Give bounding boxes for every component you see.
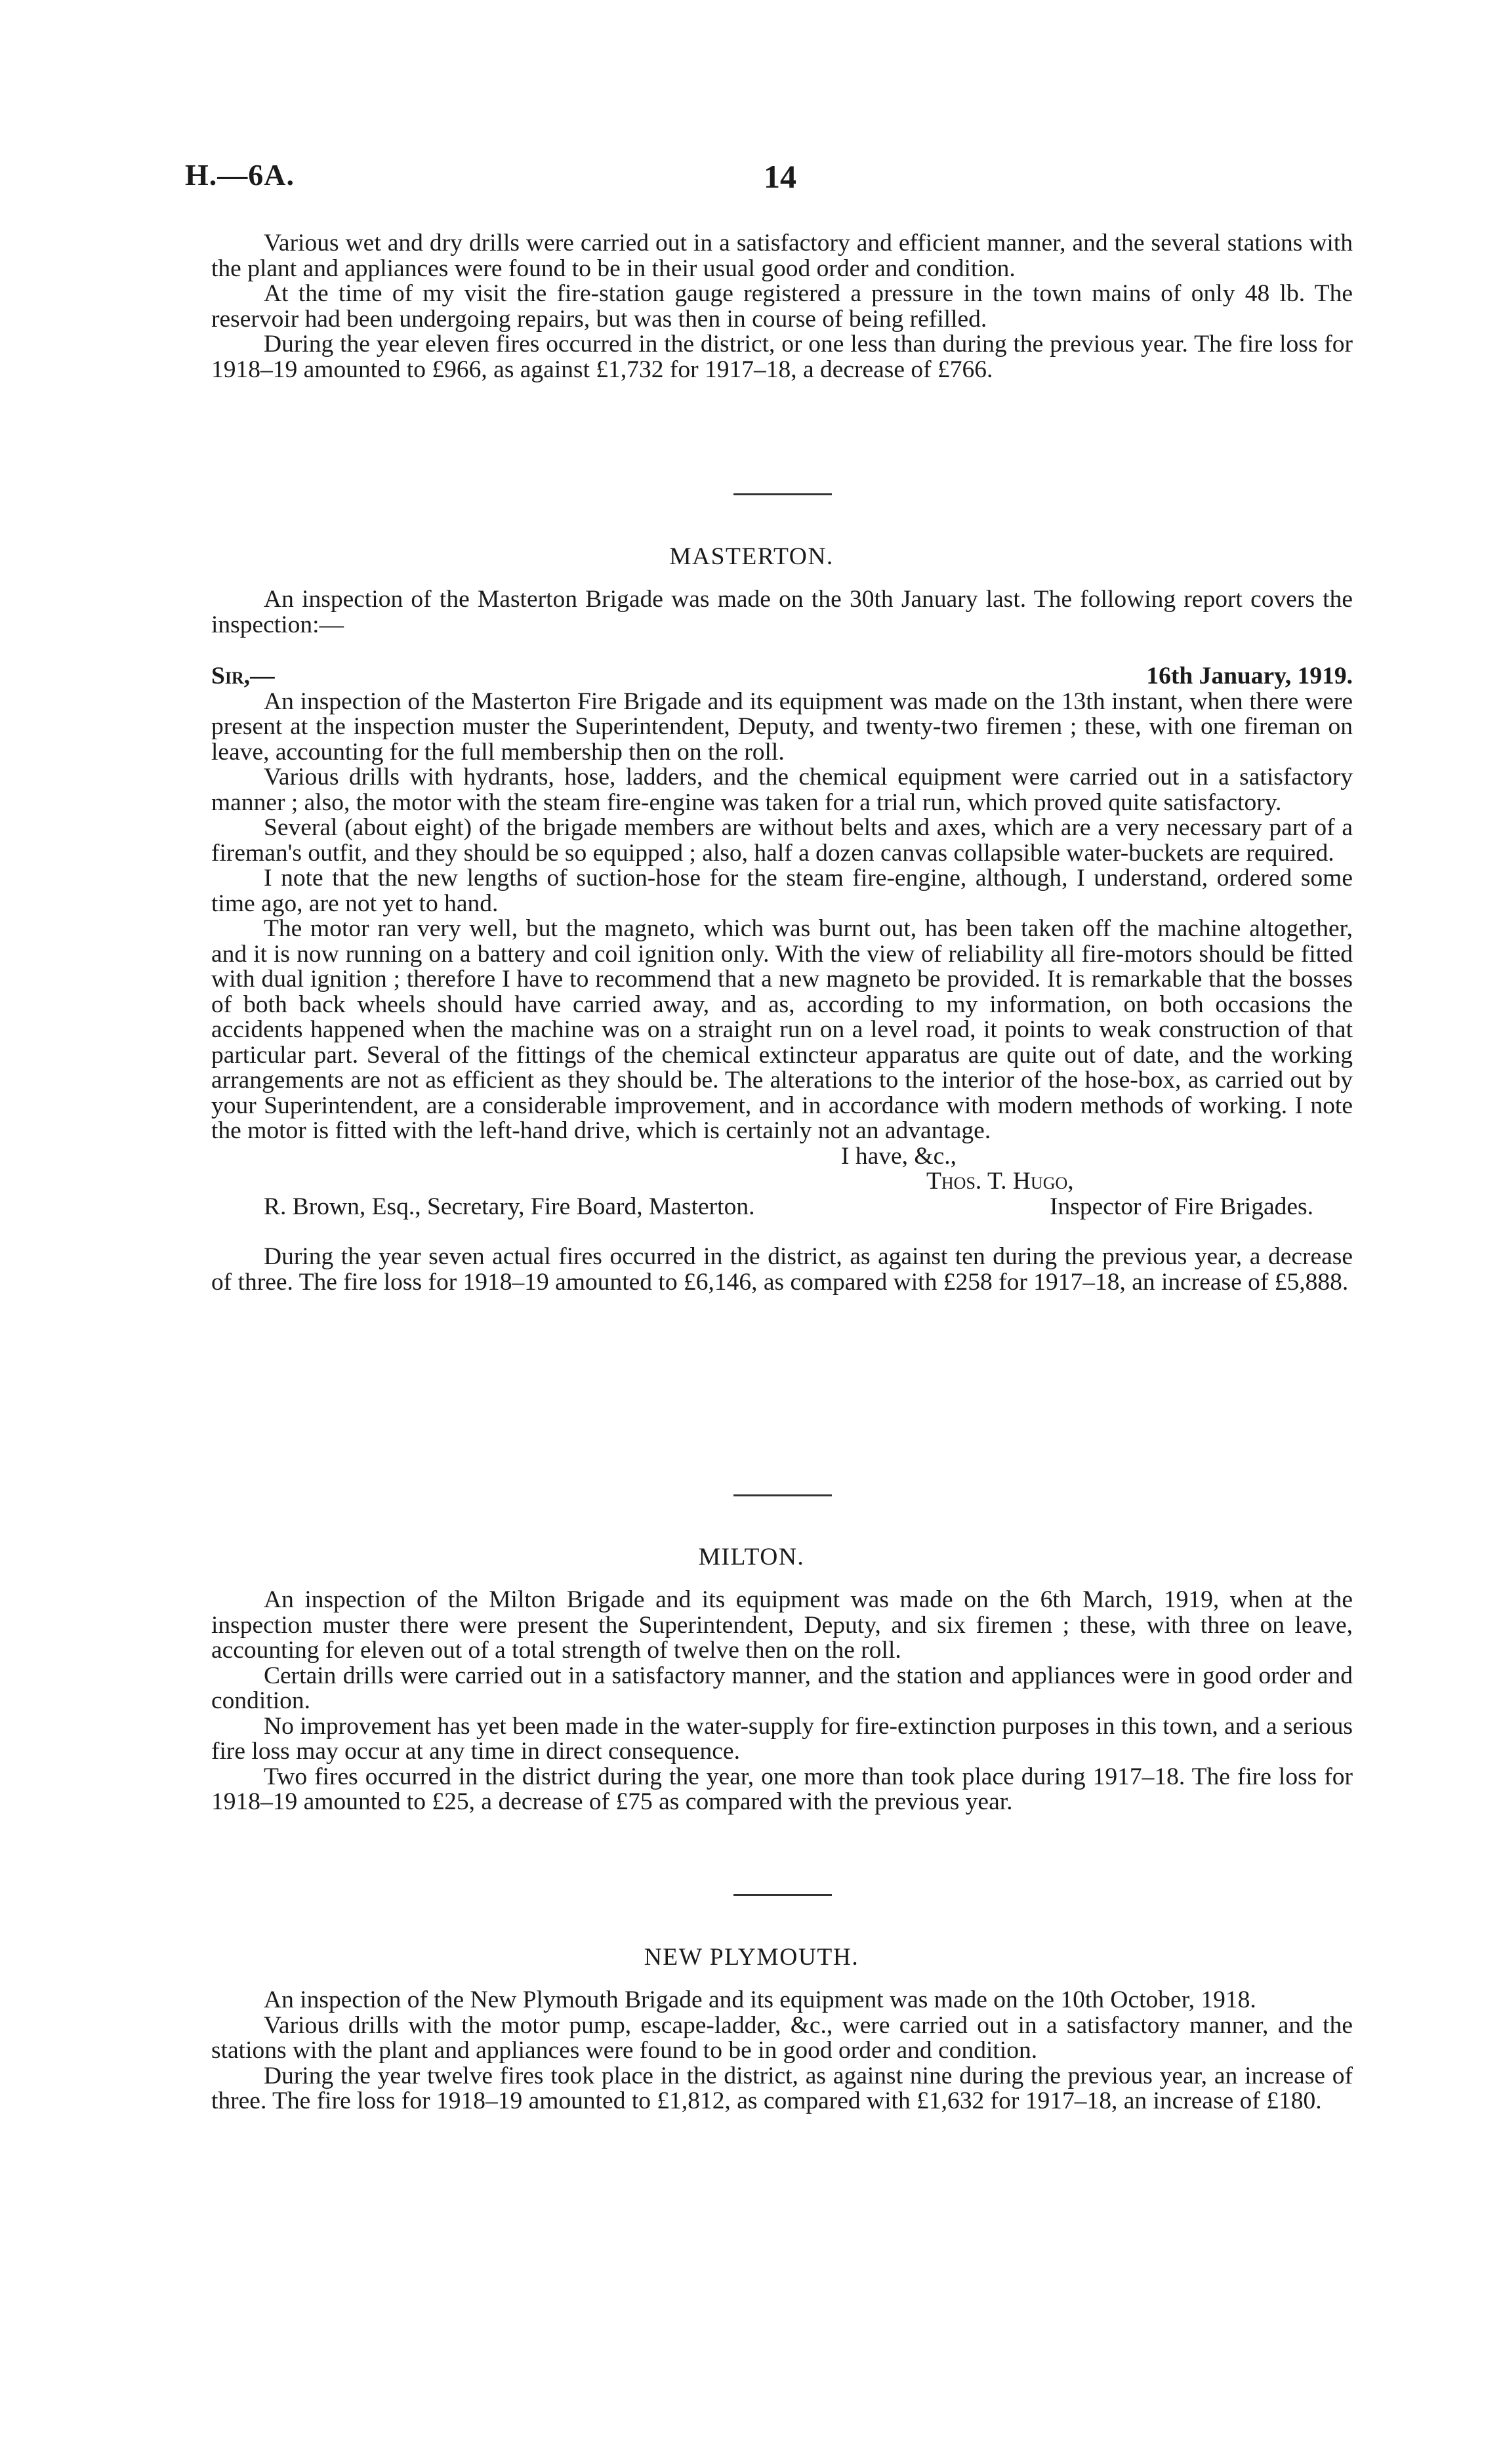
paragraph: Several (about eight) of the brigade members are without belts and axes, which are a very necessary part of a fireman's outfit, and they should be so equipped ; also, half a dozen canvas collapsible water-buckets are required. xyxy=(211,814,1353,867)
paragraph: Certain drills were carried out in a satisfactory manner, and the station and appliances were in good order and condition. xyxy=(211,1662,1353,1714)
paragraph: Various drills with hydrants, hose, ladders, and the chemical equipment were carried out in a satisfactory manner ; also, the motor with the steam fire-engine was taken for a trial run, which proved quite satisfactory. xyxy=(211,764,1353,816)
paragraph: An inspection of the Milton Brigade and its equipment was made on the 6th March, 1919, when at the inspection muster there were present the Superintendent, Deputy, and six firemen ; these, with three on leave, accounting for eleven out of a total strength of twelve then on the roll. xyxy=(211,1586,1353,1664)
paragraph: The motor ran very well, but the magneto, which was burnt out, has been taken off the machine altogether, and it is now running on a battery and coil ignition only. With the view of reliability all fire-motors should be fitted with dual ignition ; therefore I have to recommend that a new magneto be provided. It is remarkable that the bosses of both back wheels should have carried away, and as, according to my information, on both occasions the accidents happened when the machine was on a straight run on a level road, it points to weak construction of that particular part. Several of the fittings of the chemical extincteur apparatus are quite out of date, and the working arrangements are not as efficient as they should be. The alterations to the interior of the hose-box, as carried out by your Superintendent, are a considerable improvement, and in accordance with modern methods of working. I note the motor is fitted with the left-hand drive, which is certainly not an advantage. xyxy=(211,915,1353,1144)
page-number: 14 xyxy=(764,158,796,195)
section-divider xyxy=(733,493,832,495)
addressee: R. Brown, Esq., Secretary, Fire Board, Masterton. xyxy=(264,1193,755,1220)
closing: I have, &c., xyxy=(841,1142,957,1170)
paragraph: Various wet and dry drills were carried out in a satisfactory and efficient manner, and the several stations with the plant and appliances were found to be in their usual good order and condition. xyxy=(211,230,1353,282)
masterton-section xyxy=(211,587,1353,1295)
paragraph: At the time of my visit the fire-station gauge registered a pressure in the town mains of only 48 lb. The reservoir had been undergoing repairs, but was then in course of being refilled. xyxy=(211,280,1353,333)
paragraph: Various drills with the motor pump, escape-ladder, &c., were carried out in a satisfactory manner, and the stations with the plant and appliances were found to be in good order and condition. xyxy=(211,2011,1353,2064)
paragraph: An inspection of the New Plymouth Brigade and its equipment was made on the 10th October, 1918. xyxy=(264,1986,1256,2013)
letter-header xyxy=(211,664,1353,689)
salutation: Sir,— xyxy=(211,663,275,689)
section-divider xyxy=(733,1494,832,1496)
paragraph: During the year eleven fires occurred in the district, or one less than during the previous year. The fire loss for 1918–19 amounted to £966, as against £1,732 for 1917–18, a decrease of £766. xyxy=(211,331,1353,383)
paragraph: I note that the new lengths of suction-hose for the steam fire-engine, although, I understand, ordered some time ago, are not yet to hand. xyxy=(211,865,1353,917)
intro-section xyxy=(211,231,1353,382)
signature-row xyxy=(211,1195,1353,1220)
new-plymouth-section xyxy=(211,1988,1353,2114)
report-reference: H.—6A. xyxy=(185,158,295,192)
milton-section xyxy=(211,1588,1353,1815)
signature: Thos. T. Hugo, xyxy=(926,1168,1074,1195)
paragraph: Two fires occurred in the district during the year, one more than took place during 1917–18. The fire loss for 1918–19 amounted to £25, a decrease of £75 as compared with the previous year. xyxy=(211,1763,1353,1815)
paragraph: During the year twelve fires took place in the district, as against nine during the previous year, an increase of three. The fire loss for 1918–19 amounted to £1,812, as compared with £1,632 for 1917–18, an increase of £180. xyxy=(211,2062,1353,2114)
paragraph: During the year seven actual fires occurred in the district, as against ten during the previous year, a decrease of three. The fire loss for 1918–19 amounted to £6,146, as compared with £258 for 1917–18, an increase of £5,888. xyxy=(211,1243,1353,1296)
section-heading-new-plymouth: NEW PLYMOUTH. xyxy=(644,1944,859,1971)
section-heading-milton: MILTON. xyxy=(698,1544,805,1571)
signature-title: Inspector of Fire Brigades. xyxy=(1050,1193,1313,1220)
paragraph: No improvement has yet been made in the water-supply for fire-extinction purposes in this town, and a serious fire loss may occur at any time in direct consequence. xyxy=(211,1712,1353,1765)
section-divider xyxy=(733,1894,832,1896)
section-heading-masterton: MASTERTON. xyxy=(669,543,834,570)
paragraph: An inspection of the Masterton Fire Brigade and its equipment was made on the 13th instant, when there were present at the inspection muster the Superintendent, Deputy, and twenty-two firemen ; these, with one fireman on leave, accounting for the full membership then on the roll. xyxy=(211,688,1353,766)
letter-date: 16th January, 1919. xyxy=(1146,663,1353,689)
paragraph: An inspection of the Masterton Brigade was made on the 30th January last. The following report covers the inspection:— xyxy=(211,586,1353,638)
